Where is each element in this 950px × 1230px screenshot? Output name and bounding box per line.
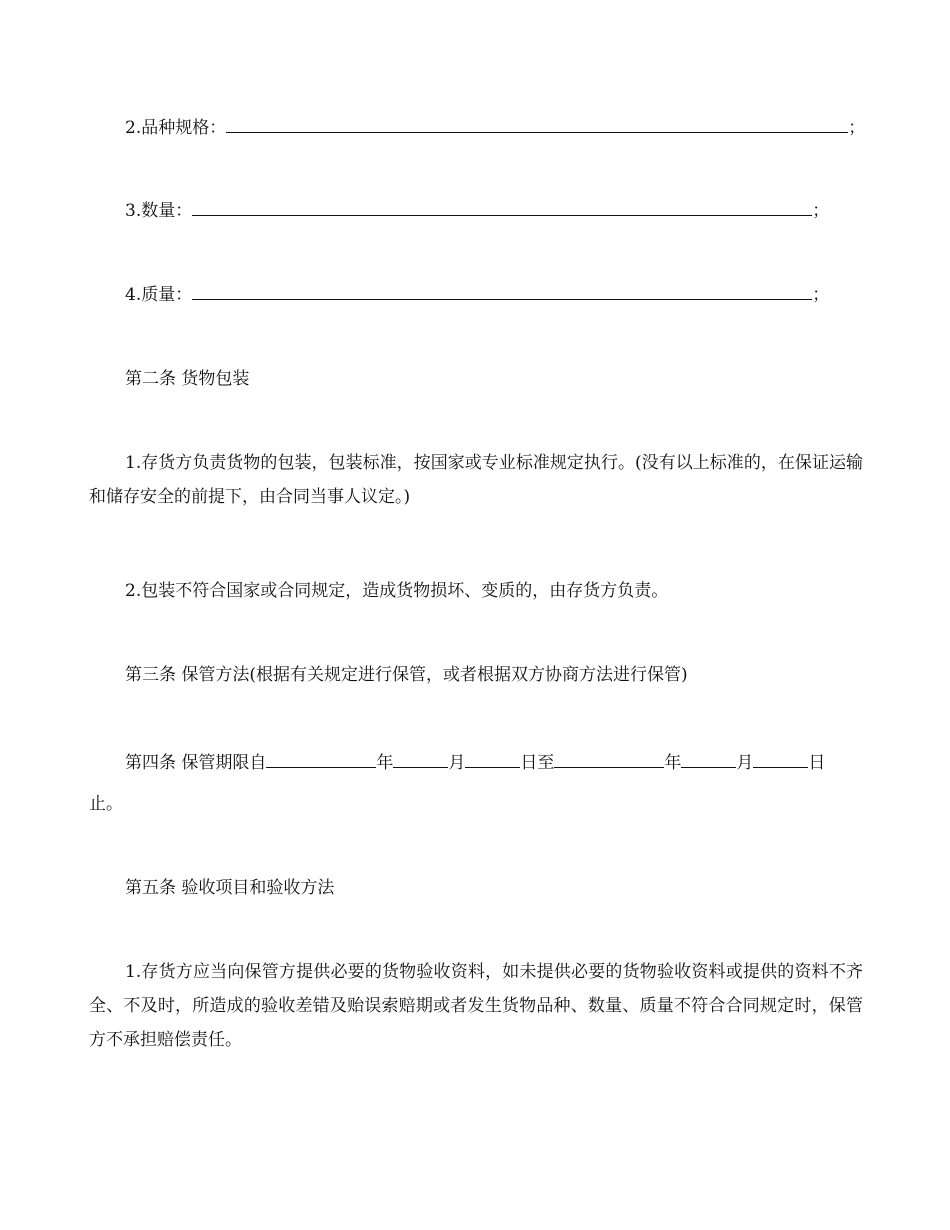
start-year-blank[interactable]	[266, 749, 376, 768]
article4-end: 止。	[89, 794, 123, 814]
start-month-blank[interactable]	[393, 749, 448, 768]
article4-prefix: 第四条 保管期限自	[125, 753, 267, 773]
quality-end: ；	[812, 285, 830, 305]
start-month-label: 月	[448, 753, 466, 773]
quality-field-line	[125, 281, 829, 306]
quantity-field-line	[125, 197, 829, 222]
day-to-label: 日至	[520, 753, 555, 773]
end-day-label: 日	[808, 753, 826, 773]
start-day-blank[interactable]	[465, 749, 520, 768]
spec-end: ；	[848, 118, 866, 138]
end-month-blank[interactable]	[681, 749, 736, 768]
spec-field-line	[125, 114, 865, 139]
end-year-blank[interactable]	[554, 749, 664, 768]
end-day-blank[interactable]	[753, 749, 808, 768]
article3-heading: 第三条 保管方法(根据有关规定进行保管，或者根据双方协商方法进行保管)	[125, 665, 688, 685]
start-year-label: 年	[376, 753, 394, 773]
spec-label: 2.品种规格：	[125, 118, 227, 138]
spec-blank[interactable]	[226, 114, 848, 133]
article2-heading: 第二条 货物包装	[125, 369, 250, 389]
end-month-label: 月	[736, 753, 754, 773]
article2-paragraph-1: 1.存货方负责货物的包装，包装标准，按国家或专业标准规定执行。(没有以上标准的，在保证运输和储存安全的前提下，由合同当事人议定。)	[89, 453, 863, 507]
article5-paragraph-1: 1.存货方应当向保管方提供必要的货物验收资料，如未提供必要的货物验收资料或提供的资料不齐全、不及时，所造成的验收差错及贻误索赔期或者发生货物品种、数量、质量不符合合同规定时，保管方不承担赔偿责任。	[89, 962, 863, 1050]
quality-label: 4.质量：	[125, 285, 193, 305]
quantity-label: 3.数量：	[125, 201, 193, 221]
quantity-blank[interactable]	[192, 197, 812, 216]
article2-paragraph-2: 2.包装不符合国家或合同规定，造成货物损坏、变质的，由存货方负责。	[125, 581, 669, 601]
quality-blank[interactable]	[192, 281, 812, 300]
end-year-label: 年	[664, 753, 682, 773]
quantity-end: ；	[812, 201, 830, 221]
article5-heading: 第五条 验收项目和验收方法	[125, 878, 335, 898]
article4-period-line	[125, 749, 825, 774]
